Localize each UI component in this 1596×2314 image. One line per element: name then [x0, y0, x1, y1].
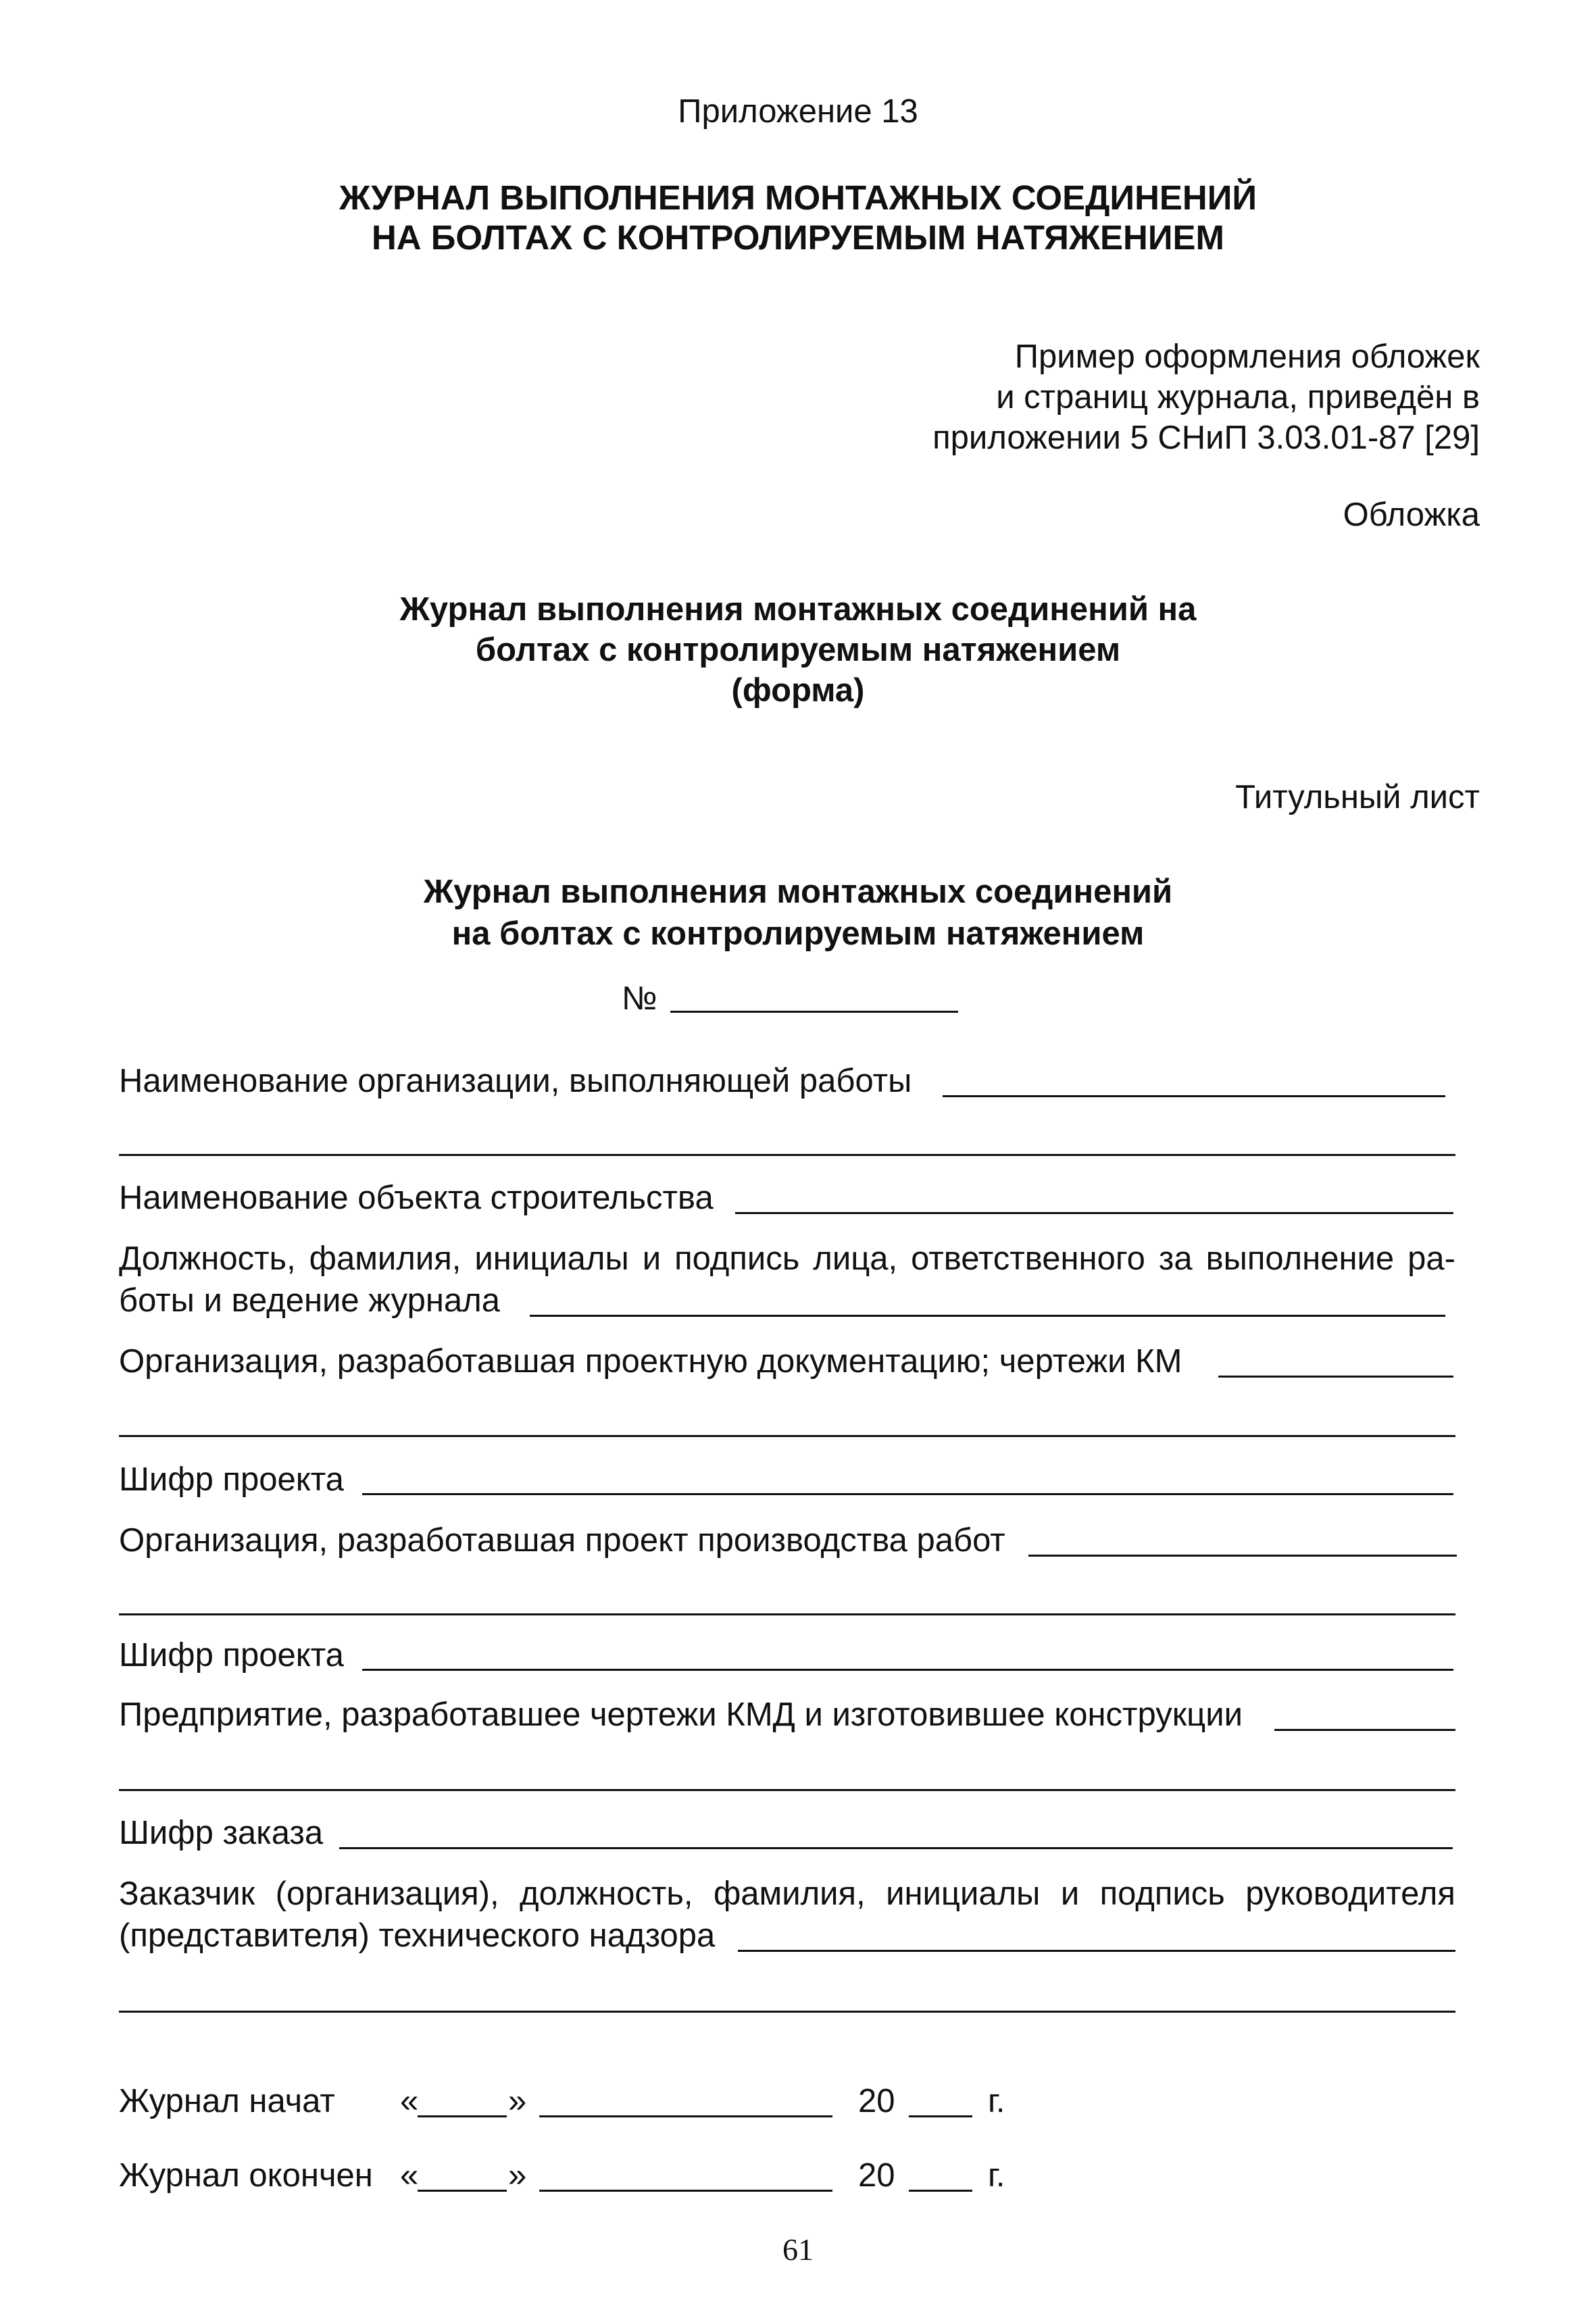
- finished-quote-close: »: [508, 2157, 527, 2194]
- title-page-title-line-1: Журнал выполнения монтажных соединений: [423, 874, 1173, 910]
- started-quote-open: «: [400, 2083, 419, 2119]
- journal-number-label: №: [622, 980, 657, 1017]
- title-page-title-line-2: на болтах с контролируемым натяжением: [451, 915, 1145, 952]
- enterprise-label: Предприятие, разработавшее чертежи КМД и изготовившее конструкции: [119, 1696, 1243, 1733]
- started-year-suffix: г.: [988, 2083, 1005, 2119]
- enterprise-field[interactable]: [1274, 1729, 1455, 1731]
- order-code-field[interactable]: [339, 1847, 1453, 1849]
- customer-label-line-2: (представителя) технического надзора: [119, 1917, 716, 1954]
- journal-number-field[interactable]: [670, 1011, 958, 1013]
- responsible-person-field[interactable]: [530, 1315, 1445, 1317]
- reference-note-line-2: и страниц журнала, приведён в: [996, 379, 1480, 416]
- org-performing-field[interactable]: [943, 1095, 1445, 1097]
- design-org-label: Организация, разработавшая проектную документацию; чертежи КМ: [119, 1343, 1182, 1380]
- started-year-field[interactable]: [909, 2115, 972, 2117]
- finished-day-field[interactable]: [418, 2190, 507, 2192]
- ppr-org-field[interactable]: [1028, 1555, 1457, 1557]
- ppr-org-label: Организация, разработавшая проект производства работ: [119, 1522, 1005, 1559]
- finished-year-suffix: г.: [988, 2157, 1005, 2194]
- started-quote-close: »: [508, 2083, 527, 2119]
- started-century: 20: [858, 2083, 895, 2119]
- customer-field-continued[interactable]: [119, 2011, 1455, 2013]
- title-page-label: Титульный лист: [1235, 779, 1480, 815]
- project-code-1-field[interactable]: [362, 1493, 1453, 1495]
- started-day-field[interactable]: [418, 2115, 507, 2117]
- cover-title-line-2: болтах с контролируемым натяжением: [475, 632, 1121, 668]
- responsible-person-label-line-1: Должность, фамилия, инициалы и подпись лица, ответственного за выполнение ра-: [119, 1240, 1455, 1277]
- object-name-label: Наименование объекта строительства: [119, 1180, 714, 1216]
- object-name-field[interactable]: [735, 1212, 1453, 1214]
- enterprise-field-continued[interactable]: [119, 1789, 1455, 1791]
- finished-quote-open: «: [400, 2157, 419, 2194]
- design-org-field[interactable]: [1218, 1376, 1453, 1378]
- finished-year-field[interactable]: [909, 2190, 972, 2192]
- started-month-field[interactable]: [539, 2115, 832, 2117]
- main-title-line-2: НА БОЛТАХ С КОНТРОЛИРУЕМЫМ НАТЯЖЕНИЕМ: [371, 218, 1225, 257]
- main-title-line-1: ЖУРНАЛ ВЫПОЛНЕНИЯ МОНТАЖНЫХ СОЕДИНЕНИЙ: [339, 178, 1257, 217]
- reference-note-line-3: приложении 5 СНиП 3.03.01-87 [29]: [932, 420, 1480, 456]
- org-performing-label: Наименование организации, выполняющей работы: [119, 1063, 912, 1099]
- customer-field[interactable]: [738, 1950, 1455, 1952]
- responsible-person-label-line-2: боты и ведение журнала: [119, 1282, 500, 1319]
- reference-note-line-1: Пример оформления обложек: [1014, 338, 1480, 375]
- customer-label-line-1: Заказчик (организация), должность, фамилия, инициалы и подпись руководителя: [119, 1876, 1455, 1912]
- page-number: 61: [782, 2232, 814, 2267]
- project-code-2-field[interactable]: [362, 1669, 1453, 1671]
- project-code-2-label: Шифр проекта: [119, 1637, 344, 1674]
- ppr-org-field-continued[interactable]: [119, 1613, 1455, 1615]
- journal-finished-label: Журнал окончен: [119, 2157, 373, 2194]
- order-code-label: Шифр заказа: [119, 1815, 324, 1851]
- project-code-1-label: Шифр проекта: [119, 1461, 344, 1498]
- design-org-field-continued[interactable]: [119, 1435, 1455, 1437]
- journal-started-label: Журнал начат: [119, 2083, 335, 2119]
- finished-month-field[interactable]: [539, 2190, 832, 2192]
- org-performing-field-continued[interactable]: [119, 1154, 1455, 1156]
- finished-century: 20: [858, 2157, 895, 2194]
- cover-title-line-3: (форма): [731, 672, 865, 709]
- appendix-label: Приложение 13: [678, 93, 918, 130]
- cover-title-line-1: Журнал выполнения монтажных соединений на: [399, 591, 1197, 628]
- cover-label: Обложка: [1343, 497, 1480, 533]
